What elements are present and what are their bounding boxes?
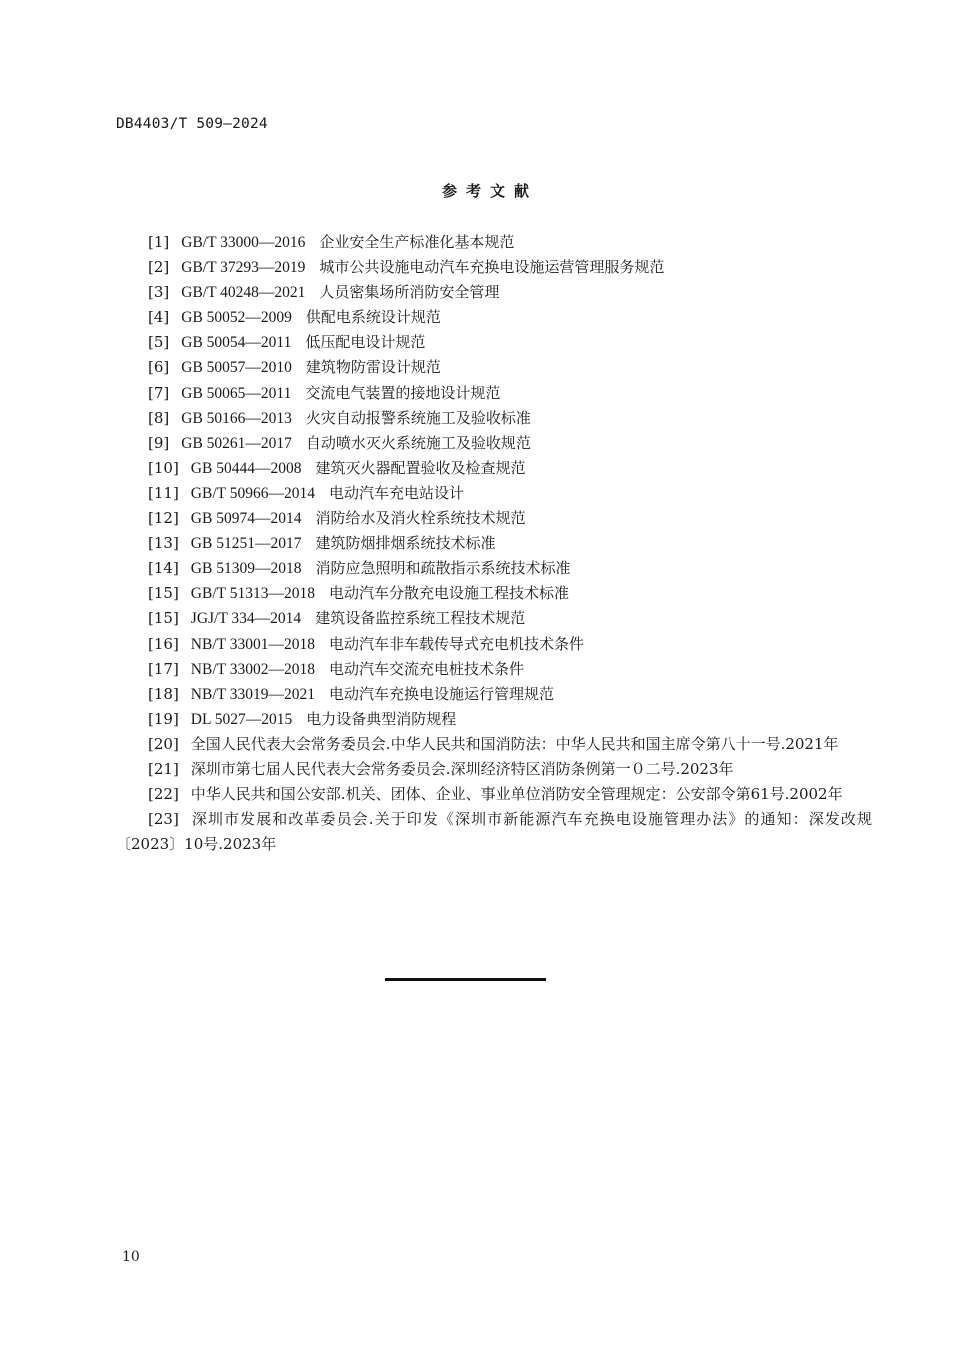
reference-code: NB/T 33002—2018: [190, 660, 315, 678]
reference-number: [9]: [148, 433, 170, 452]
reference-number: [4]: [148, 308, 170, 327]
reference-title: 消防应急照明和疏散指示系统技术标准: [315, 559, 571, 578]
reference-title: 火灾自动报警系统施工及验收标准: [305, 408, 531, 427]
reference-item: [148, 431, 872, 456]
reference-code: GB 50444—2008: [190, 459, 302, 477]
reference-item: [148, 355, 872, 380]
section-title: 参考文献: [441, 182, 538, 200]
reference-item: [148, 682, 872, 707]
reference-item: [148, 632, 872, 657]
reference-number: [8]: [148, 408, 170, 427]
reference-item: [148, 506, 872, 531]
reference-code: NB/T 33001—2018: [190, 635, 315, 653]
reference-item-long: [116, 757, 872, 782]
reference-list: [116, 230, 872, 857]
reference-item: [148, 381, 872, 406]
reference-title: 电动汽车充换电设施运行管理规范: [328, 684, 554, 703]
reference-title: 供配电系统设计规范: [305, 308, 441, 327]
reference-title: 企业安全生产标准化基本规范: [319, 233, 515, 251]
page-number: 10: [122, 1249, 140, 1265]
reference-item: [148, 481, 872, 506]
reference-item-long: [116, 782, 872, 807]
reference-number: [13]: [148, 534, 179, 553]
reference-number: [11]: [148, 483, 179, 502]
reference-code: GB 50057—2010: [181, 359, 292, 377]
reference-item: [148, 556, 872, 581]
reference-code: NB/T 33019—2021: [190, 685, 315, 703]
reference-number: [2]: [148, 258, 170, 277]
reference-text: 深圳市第七届人民代表大会常务委员会.深圳经济特区消防条例第一０二号.2023年: [190, 759, 734, 778]
reference-number: [18]: [148, 684, 179, 703]
reference-item: [148, 657, 872, 682]
reference-title: 建筑防烟排烟系统技术标准: [315, 534, 496, 553]
reference-item: [148, 531, 872, 556]
reference-text: 全国人民代表大会常务委员会.中华人民共和国消防法：中华人民共和国主席令第八十一号.2021年: [190, 734, 839, 753]
end-of-document-rule: [385, 978, 546, 981]
reference-number: [1]: [148, 233, 170, 251]
reference-number: [20]: [148, 734, 179, 753]
reference-title: 建筑灭火器配置验收及检查规范: [315, 458, 526, 477]
reference-number: [12]: [148, 509, 179, 528]
reference-number: [10]: [148, 458, 179, 477]
reference-number: [15]: [148, 609, 179, 628]
reference-item: [148, 406, 872, 431]
reference-number: [7]: [148, 383, 170, 402]
reference-item: [148, 330, 872, 355]
document-code: DB4403/T 509—2024: [116, 116, 268, 132]
reference-code: GB/T 33000—2016: [181, 234, 306, 251]
reference-code: GB 50166—2013: [181, 409, 292, 427]
reference-title: 电动汽车分散充电设施工程技术标准: [328, 584, 569, 603]
reference-title: 电动汽车交流充电桩技术条件: [328, 659, 524, 678]
reference-number: [16]: [148, 634, 179, 653]
reference-code: DL 5027—2015: [190, 710, 293, 728]
reference-number: [21]: [148, 759, 179, 778]
reference-item: [148, 305, 872, 330]
reference-item: [148, 280, 872, 305]
reference-title: 建筑物防雷设计规范: [305, 358, 441, 377]
reference-number: [23]: [148, 810, 179, 829]
reference-title: 电力设备典型消防规程: [306, 709, 457, 728]
reference-title: 交流电气装置的接地设计规范: [305, 383, 501, 402]
reference-code: GB/T 40248—2021: [181, 284, 306, 302]
reference-title: 自动喷水灭火系统施工及验收规范: [305, 433, 531, 452]
reference-number: [5]: [148, 333, 170, 352]
reference-title: 消防给水及消火栓系统技术规范: [315, 509, 526, 528]
reference-code: GB 50065—2011: [181, 384, 292, 402]
reference-item: [148, 606, 872, 631]
reference-number: [22]: [148, 785, 179, 804]
reference-number: [17]: [148, 659, 179, 678]
reference-title: 建筑设备监控系统工程技术规范: [315, 609, 526, 628]
reference-item-long: [116, 732, 872, 757]
reference-text: 深圳市发展和改革委员会.关于印发《深圳市新能源汽车充换电设施管理办法》的通知：深发改规〔2023〕10号.2023年: [116, 810, 872, 854]
reference-code: GB 50974—2014: [190, 510, 302, 528]
reference-title: 电动汽车非车载传导式充电机技术条件: [328, 634, 584, 653]
reference-item: [148, 707, 872, 732]
reference-code: GB/T 51313—2018: [190, 585, 315, 603]
reference-item: [148, 581, 872, 606]
reference-code: JGJ/T 334—2014: [190, 610, 302, 628]
reference-number: [14]: [148, 559, 179, 578]
reference-title: 人员密集场所消防安全管理: [319, 283, 500, 302]
reference-code: GB 50261—2017: [181, 434, 292, 452]
reference-item: [148, 255, 872, 280]
reference-item: [148, 456, 872, 481]
reference-title: 电动汽车充电站设计: [328, 483, 464, 502]
reference-code: GB 51251—2017: [190, 535, 302, 553]
reference-code: GB/T 37293—2019: [181, 259, 306, 277]
reference-number: [3]: [148, 283, 170, 302]
reference-code: GB 51309—2018: [190, 560, 302, 578]
reference-code: GB 50052—2009: [181, 309, 292, 327]
reference-number: [15]: [148, 584, 179, 603]
reference-code: GB/T 50966—2014: [190, 484, 315, 502]
reference-title: 城市公共设施电动汽车充换电设施运营管理服务规范: [319, 258, 665, 277]
reference-item-long: [116, 807, 872, 857]
reference-item: [148, 230, 872, 255]
reference-title: 低压配电设计规范: [305, 333, 426, 352]
reference-number: [19]: [148, 709, 179, 728]
reference-number: [6]: [148, 358, 170, 377]
reference-text: 中华人民共和国公安部.机关、团体、企业、事业单位消防安全管理规定：公安部令第61号.2002年: [190, 785, 843, 804]
reference-code: GB 50054—2011: [181, 334, 292, 352]
